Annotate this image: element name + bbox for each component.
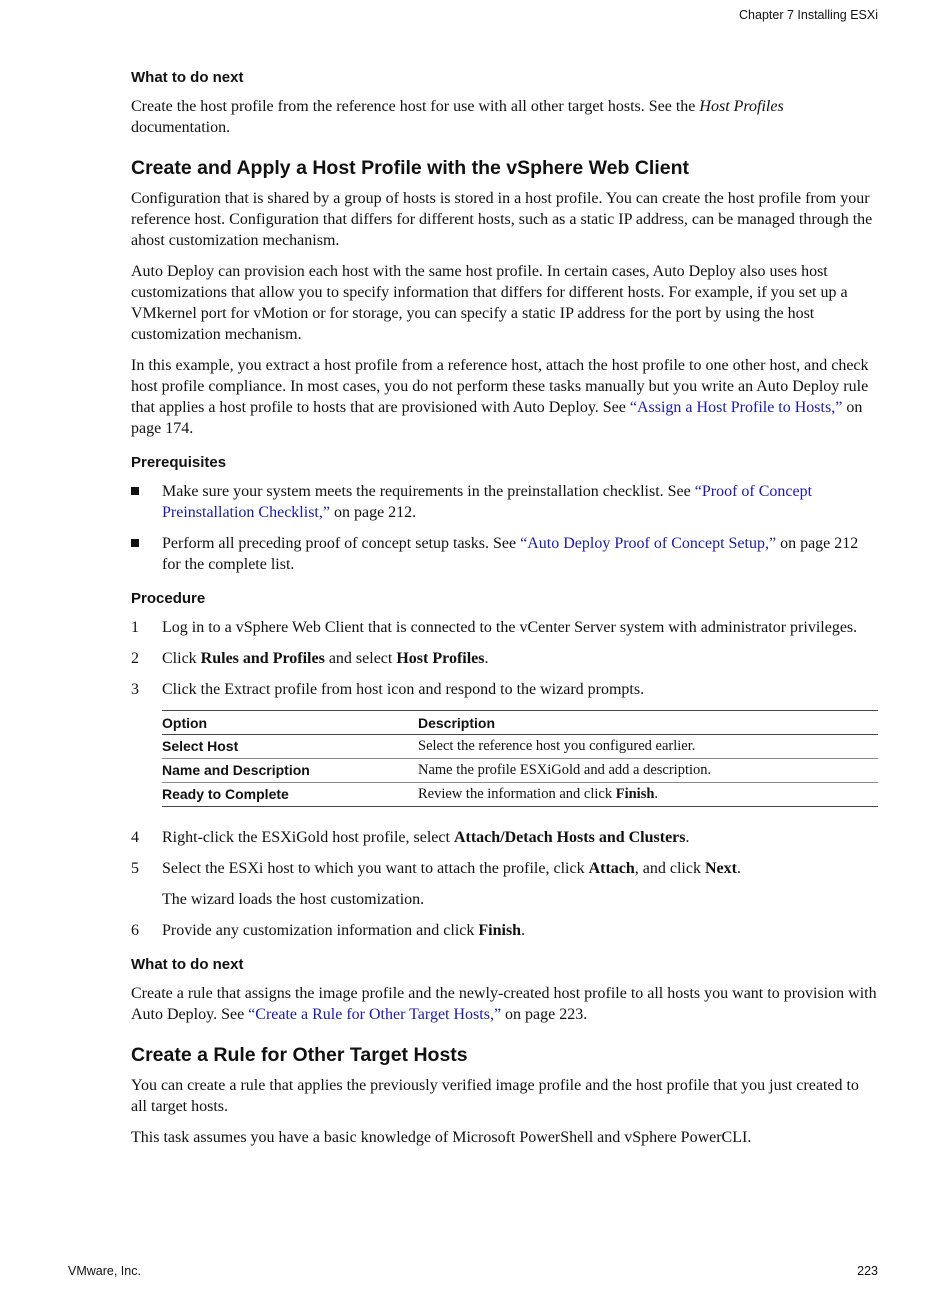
link-assign-host-profile[interactable]: “Assign a Host Profile to Hosts,” <box>629 399 843 416</box>
step-1: 1 Log in to a vSphere Web Client that is connected to the vCenter Server system with administrator privileges. <box>131 619 858 636</box>
column-header-option: Option <box>162 711 418 735</box>
procedure-heading: Procedure <box>131 590 206 607</box>
footer-page-number: 223 <box>857 1264 878 1278</box>
step-3: 3 Click the Extract profile from host icon and respond to the wizard prompts. <box>131 681 645 698</box>
column-header-description: Description <box>418 711 878 735</box>
step-5-note: The wizard loads the host customization. <box>162 891 425 908</box>
table-row: Ready to Complete Review the information and click Finish. <box>162 786 659 802</box>
what-next-paragraph-2: Create a rule that assigns the image profile and the newly-created host profile to all hosts you want to provision with Auto Deploy. See “Create a Rule for Other Target Hosts,” on page 223. <box>131 985 877 1023</box>
intro-paragraph-3: In this example, you extract a host profile from a reference host, attach the host profile to one other host, and check host profile compliance. In most cases, you do not perform these tasks manually but you write an Auto Deploy rule that applies a host profile to hosts that are provisioned with Auto Deploy. See “Assign a Host Profile to Hosts,” on page 174. <box>131 357 869 437</box>
list-item: Make sure your system meets the requirements in the preinstallation checklist. See “Proof of Concept Preinstallation Checklist,” on page 212. <box>131 481 878 523</box>
procedure-steps <box>131 617 878 700</box>
wizard-options-table <box>162 710 878 807</box>
prerequisites-heading: Prerequisites <box>131 454 227 471</box>
what-next-heading-2: What to do next <box>131 956 244 973</box>
rule-paragraph-1: You can create a rule that applies the previously verified image profile and the host profile that you just created to all target hosts. <box>131 1077 859 1115</box>
step-6: 6 Provide any customization information and click Finish. <box>131 922 526 939</box>
host-profiles-doc-title: Host Profiles <box>699 98 784 115</box>
prerequisites-list <box>131 481 878 575</box>
step-4: 4 Right-click the ESXiGold host profile, select Attach/Detach Hosts and Clusters. <box>131 829 690 846</box>
step-5: 5 Select the ESXi host to which you want to attach the profile, click Attach, and click Next. The wizard loads the host customization. <box>131 858 878 910</box>
what-next-heading: What to do next <box>131 69 244 86</box>
section-title-host-profile: Create and Apply a Host Profile with the vSphere Web Client <box>131 157 690 179</box>
link-create-rule[interactable]: “Create a Rule for Other Target Hosts,” <box>248 1006 502 1023</box>
rule-paragraph-2: This task assumes you have a basic knowledge of Microsoft PowerShell and vSphere PowerCLI. <box>131 1129 752 1146</box>
table-row: Select Host Select the reference host you configured earlier. <box>162 735 878 759</box>
link-preinstallation-checklist[interactable]: “Proof of Concept Preinstallation Checklist,” <box>162 483 813 521</box>
footer-company: VMware, Inc. <box>68 1264 141 1278</box>
list-item: Perform all preceding proof of concept setup tasks. See “Auto Deploy Proof of Concept Setup,” on page 212 for the complete list. <box>131 533 878 575</box>
bullet-icon <box>131 539 139 547</box>
step-2: 2 Click Rules and Profiles and select Host Profiles. <box>131 650 489 667</box>
page-content <box>131 68 878 1158</box>
bullet-icon <box>131 487 139 495</box>
section-title-create-rule: Create a Rule for Other Target Hosts <box>131 1044 468 1066</box>
intro-paragraph-2: Auto Deploy can provision each host with the same host profile. In certain cases, Auto Deploy also uses host customizations that allow you to specify information that differs for different hosts. For example, if you set up a VMkernel port for vMotion or for storage, you can specify a static IP address for the port by using the host customization mechanism. <box>131 263 848 343</box>
procedure-steps-continued <box>131 827 878 941</box>
intro-paragraph-1: Configuration that is shared by a group of hosts is stored in a host profile. You can create the host profile from your reference host. Configuration that differs for different hosts, such as a static IP address, can be managed through the ahost customization mechanism. <box>131 190 873 249</box>
table-header-row <box>162 711 878 735</box>
running-header: Chapter 7 Installing ESXi <box>739 8 878 22</box>
table-row: Name and Description Name the profile ESXiGold and add a description. <box>162 759 878 783</box>
what-next-paragraph: Create the host profile from the reference host for use with all other target hosts. See the Host Profiles documentation. <box>131 98 784 136</box>
link-auto-deploy-setup[interactable]: “Auto Deploy Proof of Concept Setup,” <box>520 535 777 552</box>
